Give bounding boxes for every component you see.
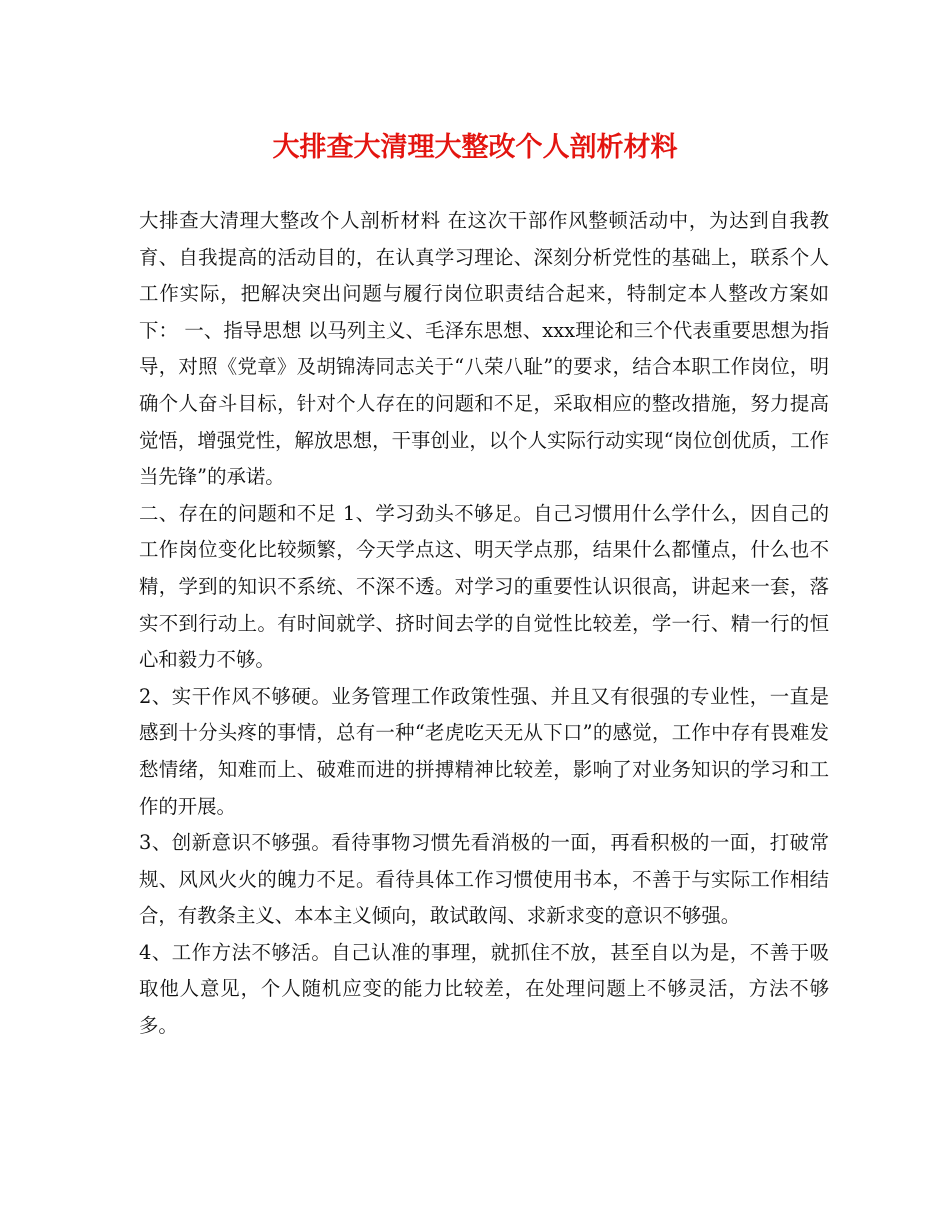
document-title: 大排查大清理大整改个人剖析材料 [272, 132, 678, 163]
paragraph-problems-learning: 二、存在的问题和不足 1、学习劲头不够足。自己习惯用什么学什么，因自己的工作岗位变化比较频繁，今天学点这、明天学点那，结果什么都懂点，什么也不精，学到的知识不系统、不深不透。对学习的重要性认识很高，讲起来一套，落实不到行动上。有时间就学、挤时间去学的自觉性比较差，学一行、精一行的恒心和毅力不够。 [139, 501, 829, 672]
document-body [139, 203, 829, 1045]
paragraph-problems-methods: 4、工作方法不够活。自己认准的事理，就抓住不放，甚至自以为是，不善于吸取他人意见，个人随机应变的能力比较差，在处理问题上不够灵活，方法不够多。 [139, 940, 829, 1038]
paragraph-problems-innovation: 3、创新意识不够强。看待事物习惯先看消极的一面，再看积极的一面，打破常规、风风火火的魄力不足。看待具体工作习惯使用书本，不善于与实际工作相结合，有教条主义、本本主义倾向，敢试敢闯、求新求变的意识不够强。 [139, 831, 829, 928]
paragraph-problems-work-style: 2、实干作风不够硬。业务管理工作政策性强、并且又有很强的专业性，一直是感到十分头疼的事情，总有一种“老虎吃天无从下口”的感觉，工作中存有畏难发愁情绪，知难而上、破难而进的拼搏精神比较差，影响了对业务知识的学习和工作的开展。 [139, 684, 829, 818]
paragraph-intro: 大排查大清理大整改个人剖析材料 在这次干部作风整顿活动中，为达到自我教育、自我提高的活动目的，在认真学习理论、深刻分析党性的基础上，联系个人工作实际，把解决突出问题与履行岗位职责结合起来，特制定本人整改方案如下： 一、指导思想 以马列主义、毛泽东思想、xxx理论和三个代表重要思想为指导，对照《党章》及胡锦涛同志关于“八荣八耻”的要求，结合本职工作岗位，明确个人奋斗目标，针对个人存在的问题和不足，采取相应的整改措施，努力提高觉悟，增强党性，解放思想，干事创业，以个人实际行动实现“岗位创优质，工作当先锋”的承诺。 [139, 209, 829, 489]
